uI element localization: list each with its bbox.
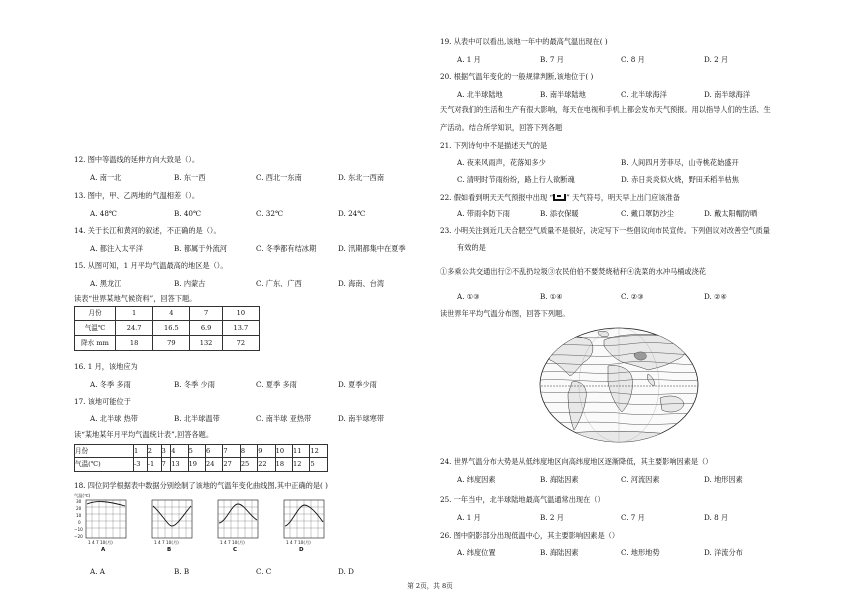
q18-stem: 18. 四位同学根据表中数据分别绘制了该地的气温年变化曲线图,其中正确的是( ) [74,481,328,490]
svg-text:0: 0 [78,520,81,525]
q24-stem: 24. 世界气温分布大势是从低纬度地区向高纬度地区逐渐降低，其主要影响因素是（） [440,457,713,466]
monthly-temp-table [74,444,328,472]
q13-opt-a[interactable]: A. 48℃ [90,209,117,218]
mini-label-a: A [101,547,106,553]
mini-label-d: D [299,547,304,553]
temp-table-cell: 7 [223,445,240,458]
climate-table-cell: 132 [190,336,222,351]
mini-xticks: 1 4 7 10(月) [154,540,179,545]
temp-table-cell: 24 [206,458,223,472]
q18-opt-a[interactable]: A. A [90,567,105,576]
q13-stem: 13. 图中，甲、乙两地的气温相差（）。 [74,191,200,200]
q19-stem: 19. 从表中可以看出,该地一年中的最高气温出现在( ) [440,37,608,46]
svg-text:10: 10 [76,513,82,518]
q14-opt-a[interactable]: A. 都注入太平洋 [90,244,143,253]
q21-opt-b[interactable]: B. 人间四月芳菲尽，山寺桃花始盛开 [621,158,739,167]
q19-opt-d[interactable]: D. 2 月 [704,55,729,64]
q26-opt-a[interactable]: A. 纬度位置 [457,548,496,557]
q24-opt-c[interactable]: C. 河流因素 [621,475,660,484]
mini-chart-c [218,500,258,553]
mini-chart-d [284,500,324,553]
q25-stem: 25. 一年当中，北半球陆地最高气温通常出现在（） [440,495,605,504]
q24-opt-d[interactable]: D. 地形因素 [704,475,743,484]
svg-text:30: 30 [76,499,82,504]
q26-stem: 26. 图中阴影部分出现低温中心，其主要影响因素是（） [440,531,620,540]
q20-opt-d[interactable]: D. 南半球海洋 [704,90,751,99]
climate-table-cell: 7 [190,307,222,321]
q15-stem: 15. 从图可知，1 月平均气温最高的地区是（）。 [74,261,228,270]
q21-opt-c[interactable]: C. 清明时节雨纷纷，路上行人欲断魂 [457,175,575,184]
q12-opt-d[interactable]: D. 东北一西南 [338,173,385,182]
climate-table-cell: 16.5 [153,321,190,336]
q20-stem: 20. 根据气温年变化的一般规律判断,该地位于( ) [440,72,594,81]
mini-chart-a [74,492,126,553]
q22-stem-a: 22. 假如看到明天天气预报中出现 “ [440,193,554,202]
q16-opt-b[interactable]: B. 冬季 少雨 [174,380,215,389]
q12-opt-c[interactable]: C. 西北一东南 [256,173,302,182]
world-temperature-map [538,326,700,444]
climate-table-cell: 1 [116,307,153,321]
q23-items: ①多乘公共交通出行②不乱扔垃圾③农民伯伯不要焚烧秸秆④洗菜的水冲马桶或浇花 [440,267,706,276]
q25-opt-b[interactable]: B. 2 月 [540,513,564,522]
q15-opt-d[interactable]: D. 海南、台湾 [338,279,385,288]
temp-table-cell: 8 [240,445,257,458]
q13-opt-d[interactable]: D. 24℃ [338,209,366,218]
q18-opt-d[interactable]: D. D [338,567,354,576]
q23-opt-a[interactable]: A. ①③ [457,292,480,301]
q22-stem-b: ” 天气符号，明天早上出门应该准备 [566,193,680,202]
mini-xticks: 1 4 7 10(月) [286,540,311,545]
q25-opt-a[interactable]: A. 1 月 [457,513,481,522]
climate-table-cell: 13.7 [222,321,259,336]
temp-table-cell: 5 [188,445,205,458]
q16-opt-c[interactable]: C. 夏季 多雨 [256,380,297,389]
climate-table-cell: 降水 mm [75,336,116,351]
intro-world-temp: 读世界年平均气温分布图，回答下列题。 [440,309,570,318]
temp-table-cell: 5 [310,458,328,472]
temp-table-cell: 3 [161,445,171,458]
svg-text:−20: −20 [74,534,83,539]
temp-table-cell: 25 [240,458,257,472]
mini-label-c: C [233,547,238,553]
q13-opt-c[interactable]: C. 32℃ [256,209,283,218]
q23-stem-b: 有效的是 [457,243,486,252]
mini-xticks: 1 4 7 10(月) [88,540,113,545]
temp-table-cell: 4 [171,445,188,458]
mini-chart-b [152,500,192,553]
q18-opt-b[interactable]: B. B [174,567,190,576]
q22-opt-c[interactable]: C. 戴口罩防沙尘 [621,209,674,218]
q20-opt-c[interactable]: C. 北半球海洋 [621,90,667,99]
q24-opt-a[interactable]: A. 纬度因素 [457,475,496,484]
q14-opt-d[interactable]: D. 汛期都集中在夏季 [338,244,406,253]
temp-table-cell: 27 [223,458,240,472]
intro-climate-table: 读表“世界某地气候资料”，回答下题。 [74,294,197,303]
mini-ylabel: 气温(℃) [74,493,91,498]
q14-opt-b[interactable]: B. 都属于外流河 [174,244,227,253]
q15-opt-c[interactable]: C. 广东、广西 [256,279,302,288]
climate-table-cell: 72 [222,336,259,351]
intro-temp-table: 读“某地某年月平均气温统计表”,回答各题。 [74,430,214,439]
mini-label-b: B [167,547,172,553]
temp-table-cell: 13 [171,458,188,472]
q16-opt-a[interactable]: A. 冬季 多雨 [90,380,131,389]
q22-opt-d[interactable]: D. 戴太阳帽防晒 [704,209,758,218]
temp-table-cell: 9 [258,445,275,458]
climate-table-cell: 24.7 [116,321,153,336]
q25-opt-c[interactable]: C. 7 月 [621,513,645,522]
climate-table-cell: 6.9 [190,321,222,336]
q20-opt-b[interactable]: B. 南半球陆地 [540,90,586,99]
q17-opt-c[interactable]: C. 南半球 亚热带 [256,414,312,423]
mini-xticks: 1 4 7 10(月) [220,540,245,545]
q21-stem: 21. 下列诗句中不是描述天气的是 [440,141,548,150]
q20-opt-a[interactable]: A. 北半球陆地 [457,90,503,99]
q21-opt-a[interactable]: A. 夜来风雨声，花落知多少 [457,158,546,167]
q12-opt-a[interactable]: A. 南一北 [90,173,122,182]
page-footer: 第 2页，共 8页 [407,582,453,590]
q17-opt-d[interactable]: D. 南半球寒带 [338,414,385,423]
q15-opt-a[interactable]: A. 黑龙江 [90,279,122,288]
temp-table-cell: 2 [147,445,161,458]
temp-table-cell: -3 [134,458,148,472]
q12-stem: 12. 图中等温线的延伸方向大致是（）。 [74,155,200,164]
q14-stem: 14. 关于长江和黄河的叙述，不正确的是（）。 [74,226,221,235]
q18-opt-c[interactable]: C. C [256,567,272,576]
q12-opt-b[interactable]: B. 东一西 [174,173,206,182]
q22-opt-a[interactable]: A. 带雨伞防下雨 [457,209,510,218]
mini-yticks [74,499,83,539]
q13-opt-b[interactable]: B. 40℃ [174,209,202,218]
q16-opt-d[interactable]: D. 夏季少雨 [338,380,377,389]
temp-table-cell: 12 [293,458,310,472]
q23-opt-b[interactable]: B. ①④ [540,292,563,301]
q25-opt-d[interactable]: D. 8 月 [704,513,729,522]
temp-table-cell: -1 [147,458,161,472]
q14-opt-c[interactable]: C. 冬季都有结冰期 [256,244,317,253]
temp-table-cell: 7 [161,458,171,472]
q26-opt-d[interactable]: D. 洋流分布 [704,548,743,557]
temp-table-cell: 1 [134,445,148,458]
q17-opt-b[interactable]: B. 北半球温带 [174,414,220,423]
temp-table-cell: 6 [206,445,223,458]
q22-stem [440,193,680,201]
climate-table-cell: 18 [116,336,153,351]
intro-weather-b: 产活动。结合所学知识，回答下列各题 [440,123,563,132]
q23-opt-d[interactable]: D. ②④ [704,292,727,301]
q23-stem-a: 23. 小明关注到近几天合肥空气质量不是很好，决定写下一些倡议向市民宣传。下列倡议对改善空气质量 [440,226,770,235]
svg-text:20: 20 [76,506,82,511]
temp-table-cell: 22 [258,458,275,472]
q19-opt-c[interactable]: C. 8 月 [621,55,645,64]
weather-symbol-icon [553,194,566,201]
climate-table-cell: 气温℃ [75,321,116,336]
q26-opt-c[interactable]: C. 地形地势 [621,548,660,557]
climate-table-cell: 4 [153,307,190,321]
q17-opt-a[interactable]: A. 北半球 热带 [90,414,138,423]
climate-table-cell: 79 [153,336,190,351]
svg-text:−10: −10 [74,527,83,532]
q26-opt-b[interactable]: B. 海陆因素 [540,548,579,557]
q19-opt-a[interactable]: A. 1 月 [457,55,481,64]
q21-opt-d[interactable]: D. 赤日炎炎似火烧，野田禾稻半枯焦 [621,175,739,184]
temperature-curve-options [74,492,374,556]
q17-stem: 17. 该地可能位于 [74,397,131,406]
temp-table-cell: 18 [275,458,292,472]
temp-table-cell: 气温(℃) [75,458,134,472]
temp-table-cell: 19 [188,458,205,472]
q16-stem: 16. 1 月，该地应为 [74,362,138,371]
q15-opt-b[interactable]: B. 内蒙古 [174,279,206,288]
temp-table-cell: 10 [275,445,292,458]
climate-table [74,306,260,351]
q23-opt-c[interactable]: C. ②③ [621,292,644,301]
temp-table-cell: 12 [310,445,328,458]
climate-table-cell: 月份 [75,307,116,321]
intro-weather-a: 天气对我们的生活和生产有很大影响，每天在电视和手机上都会发布天气预报。用以指导人们的生活、生 [440,105,771,114]
q24-opt-b[interactable]: B. 海陆因素 [540,475,579,484]
climate-table-cell: 10 [222,307,259,321]
temp-table-cell: 月份 [75,445,134,458]
q19-opt-b[interactable]: B. 7 月 [540,55,564,64]
q22-opt-b[interactable]: B. 添衣保暖 [540,209,579,218]
temp-table-cell: 11 [293,445,310,458]
